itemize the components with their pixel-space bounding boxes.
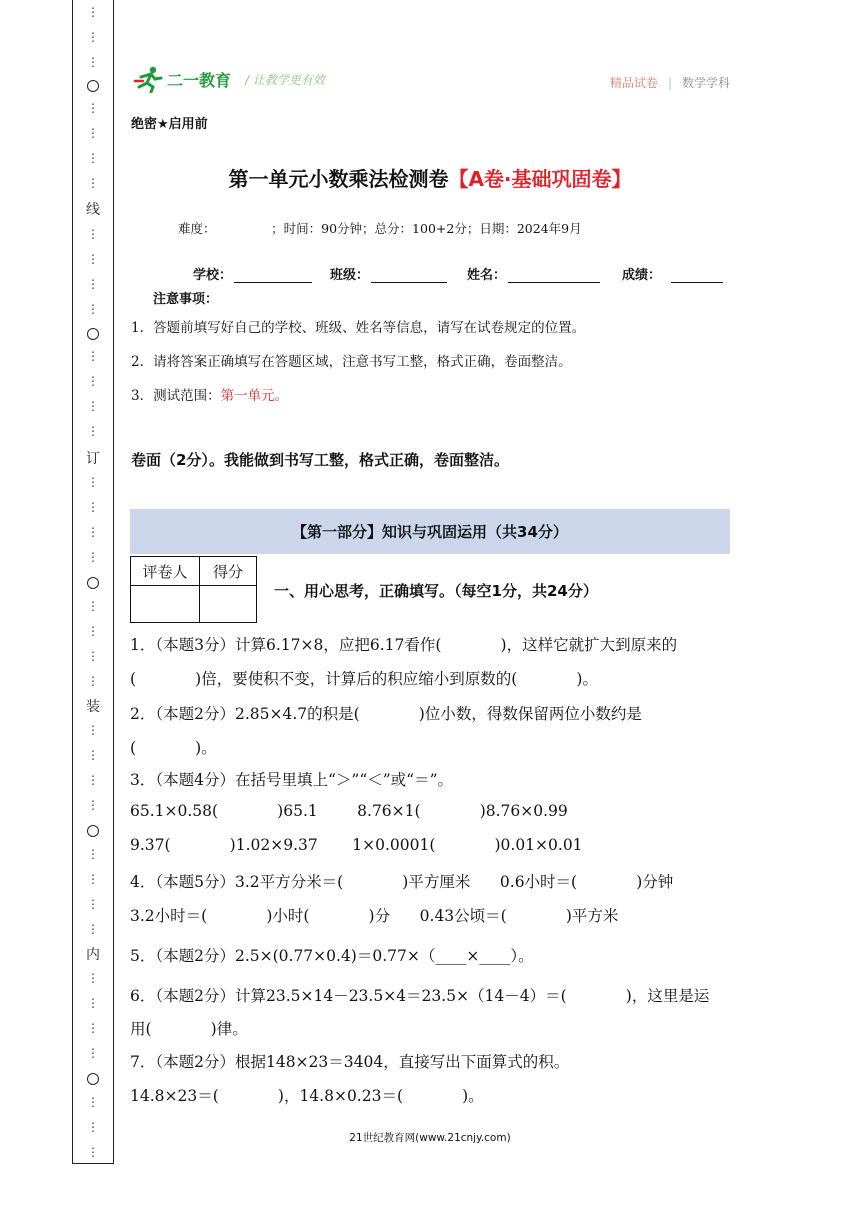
- binding-circle-1: [87, 80, 99, 92]
- note-item-3: [131, 384, 288, 404]
- field-school: [193, 264, 330, 283]
- binding-dots-3: ⋮ ⋮ ⋮ ⋮: [87, 227, 99, 316]
- field-name: [467, 264, 622, 283]
- logo-text: 二一教育: [167, 70, 232, 90]
- question-line-11: 6．（本题2分）计算23.5×14－23.5×4＝23.5×（14－4）＝( )，这里是运: [130, 987, 710, 1005]
- section-header: 【第一部分】知识与巩固运用（共34分）: [130, 509, 730, 554]
- question-line-13: 7．（本题2分）根据148×23＝3404，直接写出下面算式的积。: [130, 1053, 570, 1071]
- secret-label: 绝密★启用前: [131, 117, 208, 132]
- field-class: [330, 264, 467, 283]
- question-group-title: 一、用心思考，正确填写。（每空1分，共24分）: [274, 582, 598, 600]
- question-line-14: 14.8×23＝( )，14.8×0.23＝( )。: [130, 1087, 484, 1105]
- field-school-line[interactable]: [234, 267, 312, 283]
- note-item-3-prefix: 3．测试范围：: [131, 388, 221, 404]
- question-line-7: 9.37( )1.02×9.37 1×0.0001( )0.01×0.01: [130, 836, 583, 854]
- question-line-1: 1．（本题3分）计算6.17×8，应把6.17看作( )，这样它就扩大到原来的: [130, 636, 678, 654]
- binding-char-ding: 订: [86, 451, 100, 467]
- notes-heading: 注意事项：: [153, 292, 219, 307]
- note-item-1: 1．答题前填写好自己的学校、班级、姓名等信息，请写在试卷规定的位置。: [131, 320, 586, 336]
- score-table-score: 得分: [200, 557, 257, 586]
- score-table-reviewer: 评卷人: [131, 557, 200, 586]
- field-class-label: 班级：: [330, 268, 370, 283]
- binding-dots-9: ⋮ ⋮ ⋮ ⋮: [87, 971, 99, 1060]
- field-grade-line[interactable]: [671, 267, 723, 283]
- field-school-label: 学校：: [193, 268, 233, 283]
- binding-dots-4: ⋮ ⋮ ⋮ ⋮: [87, 349, 99, 438]
- title-highlight: 【A卷·基础巩固卷】: [448, 167, 632, 191]
- binding-dots-10: ⋮ ⋮ ⋮: [87, 1095, 99, 1159]
- header-right: [610, 74, 730, 91]
- binding-dots-7: ⋮ ⋮ ⋮ ⋮: [87, 723, 99, 812]
- binding-char-nei: 内: [86, 947, 100, 963]
- binding-char-zhuang: 装: [86, 699, 100, 715]
- binding-dots-6: ⋮ ⋮ ⋮ ⋮: [87, 599, 99, 688]
- page-title: [0, 163, 860, 192]
- student-fields: [193, 264, 723, 283]
- runner-logo-icon: [133, 65, 163, 93]
- field-grade: [622, 264, 723, 283]
- field-name-line[interactable]: [508, 267, 600, 283]
- binding-dots-5: ⋮ ⋮ ⋮ ⋮: [87, 475, 99, 564]
- binding-circle-2: [87, 328, 99, 340]
- header-separator: |: [667, 75, 672, 90]
- title-main: 第一单元小数乘法检测卷: [228, 167, 449, 191]
- binding-dots-2: ⋮ ⋮ ⋮ ⋮: [87, 101, 99, 190]
- binding-circle-3: [87, 577, 99, 589]
- page-footer: 21世纪教育网(www.21cnjy.com): [349, 1132, 511, 1144]
- binding-circle-4: [87, 825, 99, 837]
- binding-dots-1: ⋮ ⋮ ⋮: [87, 5, 99, 69]
- question-line-5: 3．（本题4分）在括号里填上“＞”“＜”或“＝”。: [130, 771, 454, 789]
- field-name-label: 姓名：: [467, 268, 507, 283]
- note-item-2: 2．请将答案正确填写在答题区域，注意书写工整，格式正确，卷面整洁。: [131, 354, 572, 370]
- question-line-10: 5．（本题2分）2.5×(0.77×0.4)＝0.77×（____×____）。: [130, 947, 534, 965]
- header-tag-subject: 数学学科: [681, 76, 730, 90]
- logo-slogan: / 让教学更有效: [245, 72, 325, 87]
- question-line-6: 65.1×0.58( )65.1 8.76×1( )8.76×0.99: [130, 802, 568, 820]
- question-line-8: 4．（本题5分）3.2平方分米＝( )平方厘米 0.6小时＝( )分钟: [130, 873, 674, 891]
- score-table: [130, 556, 257, 623]
- question-line-2: ( )倍，要使积不变，计算后的积应缩小到原数的( )。: [130, 670, 598, 688]
- question-line-4: ( )。: [130, 739, 217, 757]
- exam-meta: 难度： ；时间：90分钟；总分：100+2分；日期：2024年9月: [178, 221, 582, 236]
- logo: [133, 64, 325, 94]
- question-line-12: 用( )律。: [130, 1020, 248, 1038]
- binding-dots-8: ⋮ ⋮ ⋮ ⋮: [87, 847, 99, 936]
- question-line-3: 2．（本题2分）2.85×4.7的积是( )位小数，得数保留两位小数约是: [130, 705, 642, 723]
- note-item-3-scope: 第一单元。: [220, 388, 289, 404]
- score-table-score-cell[interactable]: [200, 586, 257, 623]
- header-tag-premium: 精品试卷: [609, 76, 658, 90]
- question-line-9: 3.2小时＝( )小时( )分 0.43公顷＝( )平方米: [130, 907, 619, 925]
- binding-circle-5: [87, 1073, 99, 1085]
- score-table-reviewer-cell[interactable]: [131, 586, 200, 623]
- neatness-statement: 卷面（2分）。我能做到书写工整，格式正确，卷面整洁。: [131, 451, 509, 469]
- binding-char-xian: 线: [86, 202, 100, 218]
- field-class-line[interactable]: [371, 267, 447, 283]
- field-grade-label: 成绩：: [622, 268, 662, 283]
